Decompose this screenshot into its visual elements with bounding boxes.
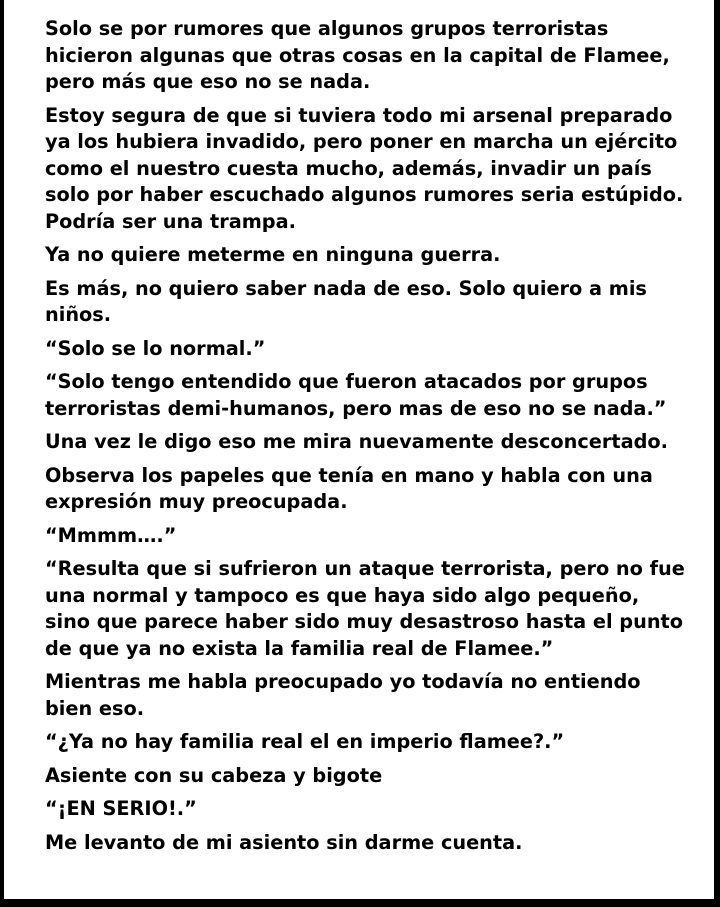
paragraph: Ya no quiere meterme en ninguna guerra. — [45, 243, 501, 266]
paragraph: Una vez le digo eso me mira nuevamente desconcertado. — [45, 430, 668, 453]
paragraph: Observa los papeles que tenía en mano y habla con una expresión muy preocupada. — [45, 463, 653, 513]
paragraph: Es más, no quiero saber nada de eso. Solo quiero a mis niños. — [45, 276, 647, 326]
paragraph: “Solo se lo normal.” — [45, 336, 266, 360]
paragraph: Solo se por rumores que algunos grupos terroristas hicieron algunas que otras cosas en la capital de Flamee, pero más que eso no se nada. — [45, 17, 670, 93]
paragraph: “¿Ya no hay familia real el en imperio flamee?.” — [45, 730, 565, 753]
paragraph: Estoy segura de que si tuviera todo mi arsenal preparado ya los hubiera invadido, pero poner en marcha un ejército como el nuestro cuesta mucho, además, invadir un país solo por haber escuchado algunos rumores seria estúpido. Podría ser una trampa. — [45, 103, 684, 233]
paragraph: Mientras me habla preocupado yo todavía no entiendo bien eso. — [45, 670, 641, 720]
paragraph: Asiente con su cabeza y bigote — [45, 763, 383, 787]
text-column — [45, 16, 685, 863]
paragraph: Me levanto de mi asiento sin darme cuenta. — [45, 830, 523, 854]
paragraph: “¡EN SERIO!.” — [45, 797, 197, 820]
paragraph: “Solo tengo entendido que fueron atacados por grupos terroristas demi-humanos, pero mas de eso no se nada.” — [45, 370, 667, 420]
document-page — [4, 0, 714, 899]
paragraph: “Resulta que si sufrieron un ataque terrorista, pero no fue una normal y tampoco es que haya sido algo pequeño, sino que parece haber sido muy desastroso hasta el punto de que ya no exista la familia real de Flamee.” — [45, 557, 685, 660]
paragraph: “Mmmm….” — [45, 523, 177, 547]
